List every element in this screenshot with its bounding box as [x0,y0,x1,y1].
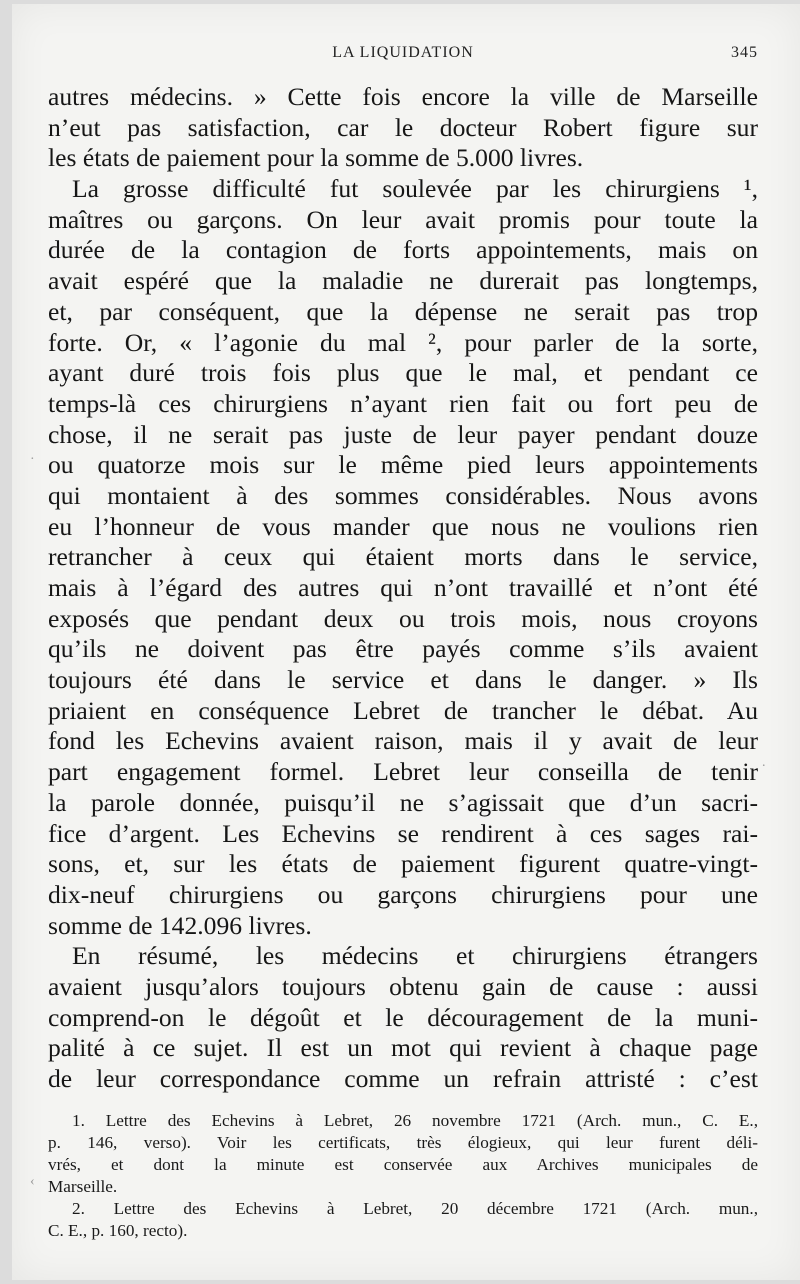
text-line: chose, il ne serait pas juste de leur payer pendant douze [48,419,758,449]
text-line: avait espéré que la maladie ne durerait pas longtemps, [48,266,758,296]
footnote-line: 2. Lettre des Echevins à Lebret, 20 décembre 1721 (Arch. mun., [72,1199,758,1218]
text-line: la parole donnée, puisqu’il ne s’agissait que d’un sacri- [48,787,758,817]
text-line: sons, et, sur les états de paiement figurent quatre-vingt- [48,849,758,879]
text-line: de leur correspondance comme un refrain attristé : c’est [48,1064,758,1093]
text-line: temps-là ces chirurgiens n’ayant rien fait ou fort peu de [48,388,758,418]
margin-comma-mark: ‹ [30,1174,35,1189]
text-line: qui montaient à des sommes considérables. Nous avons [48,480,758,510]
text-line: La grosse difficulté fut soulevée par les chirurgiens ¹, [72,174,758,204]
text-line: retrancher à ceux qui étaient morts dans le service, [48,542,758,572]
running-title: LA LIQUIDATION [332,44,474,61]
text-line: dix-neuf chirurgiens ou garçons chirurgiens pour une [48,879,758,909]
text-line: somme de 142.096 livres. [48,910,312,940]
text-line: maîtres ou garçons. On leur avait promis pour toute la [48,204,758,234]
text-line: autres médecins. » Cette fois encore la ville de Marseille [48,82,758,111]
text-line: ayant duré trois fois plus que le mal, et pendant ce [48,358,758,388]
text-line: comprend-on le dégoût et le découragement de la muni- [48,1002,758,1032]
text-line: eu l’honneur de vous mander que nous ne voulions rien [48,511,758,541]
text-line: priaient en conséquence Lebret de trancher le débat. Au [48,695,758,725]
text-line: En résumé, les médecins et chirurgiens étrangers [72,941,758,971]
text-line: part engagement formel. Lebret leur conseilla de tenir [48,757,758,787]
text-line: n’eut pas satisfaction, car le docteur Robert figure sur [48,112,758,142]
margin-dot-mark: . [762,755,766,770]
footnotes [48,1110,758,1242]
text-line: exposés que pendant deux ou trois mois, nous croyons [48,603,758,633]
text-line: les états de paiement pour la somme de 5.000 livres. [48,143,584,173]
text-line: et, par conséquent, que la dépense ne serait pas trop [48,296,758,326]
text-line: forte. Or, « l’agonie du mal ², pour parler de la sorte, [48,327,758,357]
text-line: toujours été dans le service et dans le danger. » Ils [48,665,758,695]
footnote-line: Marseille. [48,1177,118,1196]
footnote-line: 1. Lettre des Echevins à Lebret, 26 novembre 1721 (Arch. mun., C. E., [72,1111,758,1130]
main-text [48,82,758,1095]
text-line: fond les Echevins avaient raison, mais il y avait de leur [48,726,758,756]
footnote-line: C. E., p. 160, recto). [48,1221,188,1240]
text-line: mais à l’égard des autres qui n’ont travaillé et n’ont été [48,573,758,602]
page-number: 345 [731,44,758,61]
text-line: qu’ils ne doivent pas être payés comme s’ils avaient [48,634,758,664]
footnote-line: p. 146, verso). Voir les certificats, très élogieux, qui leur furent déli- [48,1133,758,1152]
text-line: ou quatorze mois sur le même pied leurs appointements [48,450,758,480]
footnote-line: vrés, et dont la minute est conservée aux Archives municipales de [48,1155,758,1174]
text-line: fice d’argent. Les Echevins se rendirent à ces sages rai- [48,818,758,848]
text-line: palité à ce sujet. Il est un mot qui revient à chaque page [48,1033,758,1063]
margin-dot-mark: · [30,452,35,467]
page-header [48,44,758,64]
text-line: durée de la contagion de forts appointements, mais on [48,235,758,265]
text-line: avaient jusqu’alors toujours obtenu gain de cause : aussi [48,971,758,1001]
